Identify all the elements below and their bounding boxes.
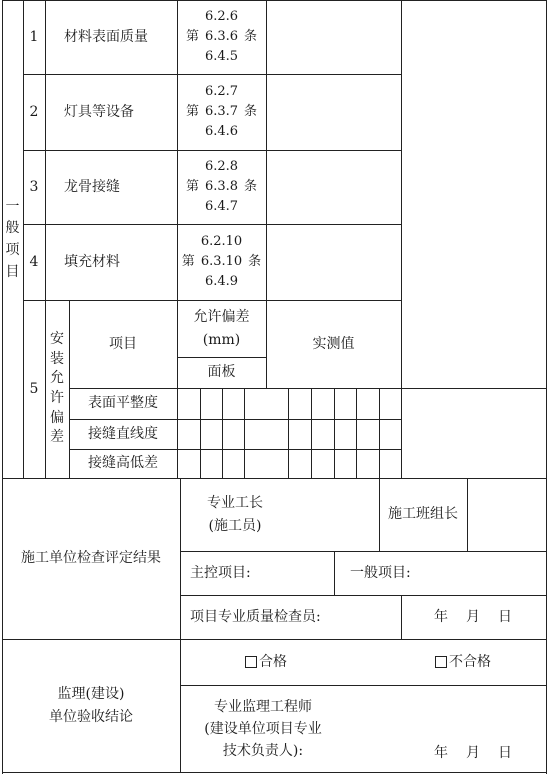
pass-option[interactable]: 合格 — [236, 639, 296, 685]
general-items-result-label: 一般项目: — [350, 564, 411, 581]
grid-line — [200, 388, 201, 478]
fail-option[interactable]: 不合格 — [428, 639, 498, 685]
item-name: 灯具等设备 — [64, 103, 134, 120]
construction-date: 年 月 日 — [434, 608, 514, 625]
supervision-conclusion-label: 监理(建设) 单位验收结论 — [49, 686, 133, 725]
clause-reference: 6.2.7 第 6.3.7 条 6.4.6 — [185, 84, 258, 139]
item-name: 龙骨接缝 — [64, 178, 120, 195]
pass-checkbox[interactable] — [245, 656, 257, 668]
grid-line — [180, 685, 547, 686]
tolerance-item: 表面平整度 — [88, 395, 158, 411]
tolerance-item: 接缝直线度 — [88, 425, 158, 442]
vertical-char: 项 — [5, 242, 20, 258]
row-number: 5 — [29, 380, 39, 397]
item-header: 项目 — [109, 335, 137, 352]
vertical-char: 般 — [5, 220, 20, 237]
vertical-char: 装 — [50, 350, 64, 367]
grid-line — [244, 388, 245, 478]
grid-line — [356, 388, 357, 478]
tolerance-item: 接缝高低差 — [88, 455, 158, 471]
grid-line — [334, 388, 335, 478]
general-items-label — [2, 180, 23, 300]
main-items-label: 主控项目: — [190, 564, 251, 581]
team-leader-label: 施工班组长 — [388, 506, 458, 522]
row-number: 3 — [29, 178, 39, 195]
allowed-deviation-header: 允许偏差 (mm) — [193, 309, 250, 348]
vertical-char: 偏 — [50, 409, 64, 426]
vertical-char: 目 — [5, 263, 20, 280]
vertical-char: 许 — [50, 390, 64, 406]
clause-reference: 6.2.8 第 6.3.8 条 6.4.7 — [185, 159, 258, 214]
item-name: 填充材料 — [64, 253, 120, 270]
row-number: 2 — [29, 103, 39, 120]
row-number: 4 — [29, 253, 39, 270]
grid-line — [379, 388, 380, 478]
supervision-date: 年 月 日 — [434, 745, 514, 761]
item-name: 材料表面质量 — [64, 28, 148, 45]
inspector-label: 项目专业质量检查员: — [190, 608, 321, 625]
grid-line — [222, 388, 223, 478]
vertical-char: 允 — [50, 370, 64, 387]
supervising-engineer-label: 专业监理工程师 (建设单位项目专业 技术负责人): — [204, 699, 322, 759]
foreman-label: 专业工长 (施工员) — [207, 495, 263, 534]
row-number: 1 — [29, 28, 39, 45]
clause-reference: 6.2.10 第 6.3.10 条 6.4.9 — [181, 234, 262, 289]
border-line — [546, 0, 547, 774]
grid-line — [311, 388, 312, 478]
clause-reference: 6.2.6 第 6.3.6 条 6.4.5 — [185, 9, 258, 64]
panel-header: 面板 — [207, 364, 236, 380]
measured-value-header: 实测值 — [312, 335, 355, 352]
vertical-char: 安 — [50, 331, 64, 348]
fail-checkbox[interactable] — [435, 656, 447, 668]
grid-line — [401, 0, 402, 478]
vertical-char: 差 — [50, 429, 64, 446]
tolerance-side-label — [45, 300, 69, 478]
grid-line — [288, 388, 289, 478]
border-line — [2, 772, 547, 773]
grid-line — [467, 478, 468, 551]
vertical-char: 一 — [5, 198, 20, 215]
construction-result-label: 施工单位检查评定结果 — [21, 550, 161, 566]
grid-line — [334, 551, 335, 595]
